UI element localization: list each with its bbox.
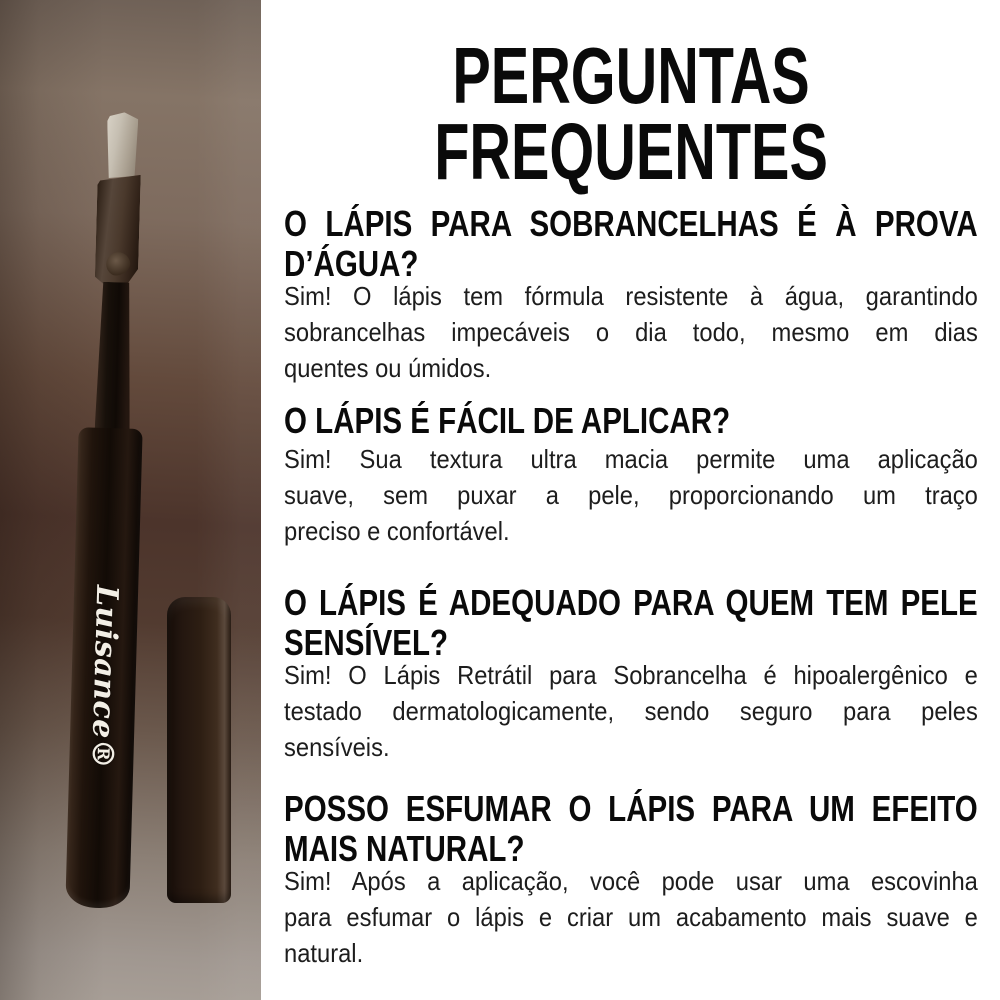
- question-line: POSSO ESFUMAR O LÁPIS PARA UM EFEITO: [284, 788, 978, 829]
- answer-line: testado dermatologicamente, sendo seguro para peles: [284, 696, 978, 726]
- faq-answer: [284, 657, 978, 765]
- answer-line: quentes ou úmidos.: [284, 353, 492, 383]
- faq-item-waterproof: [284, 204, 978, 386]
- question-line: D’ÁGUA?: [284, 243, 419, 284]
- answer-line: para esfumar o lápis e criar um acabamento mais suave e: [284, 902, 978, 932]
- answer-line: sobrancelhas impecáveis o dia todo, mesmo em dias: [284, 317, 978, 347]
- question-line: MAIS NATURAL?: [284, 828, 525, 869]
- faq-question: [284, 789, 978, 869]
- faq-content: [284, 0, 978, 1000]
- faq-item-easy-apply: [284, 401, 978, 549]
- question-line: O LÁPIS PARA SOBRANCELHAS É À PROVA: [284, 203, 978, 244]
- pencil-shaft: [95, 282, 134, 431]
- title-line: PERGUNTAS: [452, 31, 810, 120]
- answer-line: sensíveis.: [284, 732, 390, 762]
- answer-line: Sim! O Lápis Retrátil para Sobrancelha é hipoalergênico e: [284, 660, 978, 690]
- question-line: O LÁPIS É ADEQUADO PARA QUEM TEM PELE: [284, 582, 978, 623]
- faq-answer: [284, 863, 978, 971]
- faq-item-sensitive-skin: [284, 583, 978, 765]
- faq-question: [284, 583, 978, 663]
- product-photo: [0, 0, 261, 1000]
- answer-line: Sim! Sua textura ultra macia permite uma aplicação: [284, 444, 978, 474]
- page-title: [284, 31, 978, 196]
- eyebrow-pencil: [56, 109, 162, 911]
- pencil-cap: [167, 597, 231, 903]
- faq-question: [284, 401, 978, 441]
- question-line: O LÁPIS É FÁCIL DE APLICAR?: [284, 400, 731, 441]
- faq-item-smudge-natural: [284, 789, 978, 971]
- faq-question: [284, 204, 978, 284]
- pencil-wax-tip: [106, 112, 139, 179]
- title-line: FREQUENTES: [434, 107, 828, 196]
- answer-line: natural.: [284, 938, 364, 968]
- answer-line: suave, sem puxar a pele, proporcionando um traço: [284, 480, 978, 510]
- answer-line: preciso e confortável.: [284, 516, 510, 546]
- brand-logo: Luisance®: [84, 584, 125, 770]
- faq-answer: [284, 278, 978, 386]
- question-line: SENSÍVEL?: [284, 622, 449, 663]
- faq-answer: [284, 441, 978, 549]
- answer-line: Sim! Após a aplicação, você pode usar uma escovinha: [284, 866, 978, 896]
- answer-line: Sim! O lápis tem fórmula resistente à água, garantindo: [284, 281, 978, 311]
- pencil-body: [65, 427, 142, 909]
